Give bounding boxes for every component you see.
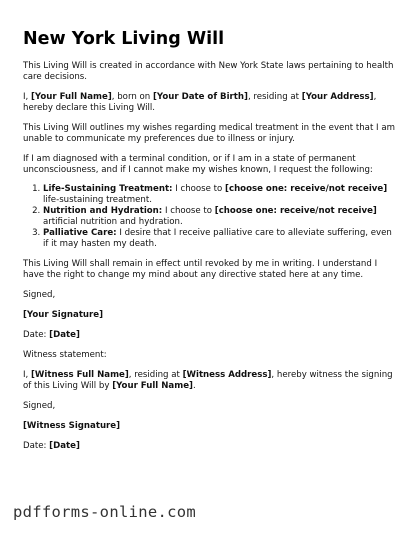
witness-statement-label: Witness statement: — [23, 350, 107, 360]
page-title: New York Living Will — [23, 29, 225, 49]
declarant-name-field: [Your Full Name] — [112, 381, 193, 391]
text-fragment: artificial nutrition and hydration. — [43, 217, 183, 227]
directives-list — [23, 184, 395, 250]
your-signature-field — [23, 310, 395, 321]
text-fragment: , residing at — [247, 92, 302, 102]
text-fragment: , born on — [111, 92, 153, 102]
effect-paragraph: This Living Will shall remain in effect until revoked by me in writing. I understand I have the right to change my mind about any directive stated here at any time. — [23, 259, 378, 280]
address-field: [Your Address] — [301, 92, 374, 102]
witness-paragraph — [23, 370, 395, 392]
footer-watermark: pdfforms-online.com — [13, 503, 197, 521]
choice-field: [choose one: receive/not receive] — [225, 184, 388, 194]
outline-paragraph: This Living Will outlines my wishes regarding medical treatment in the event that I am unable to communicate my preferences due to illness or injury. — [23, 123, 395, 144]
text-fragment: I choose to — [162, 206, 215, 216]
date-line-2 — [23, 441, 395, 452]
signed-label-2: Signed, — [23, 401, 56, 411]
list-item — [43, 184, 395, 206]
choice-field: [choose one: receive/not receive] — [214, 206, 377, 216]
document-body — [23, 29, 395, 461]
text-fragment: life-sustaining treatment. — [43, 195, 152, 205]
signature-placeholder: [Witness Signature] — [23, 421, 121, 431]
date-of-birth-field: [Your Date of Birth] — [152, 92, 248, 102]
list-item — [43, 228, 395, 250]
directive-label: Nutrition and Hydration: — [43, 206, 163, 216]
directive-label: Life-Sustaining Treatment: — [43, 184, 173, 194]
text-fragment: , residing at — [128, 370, 183, 380]
text-fragment: I choose to — [172, 184, 226, 194]
condition-paragraph: If I am diagnosed with a terminal condition, or if I am in a state of permanent unconsciousness, and if I cannot make my wishes known, I request the following: — [23, 154, 373, 175]
date-label: Date: — [23, 441, 50, 451]
intro-paragraph: This Living Will is created in accordance with New York State laws pertaining to health care decisions. — [23, 61, 394, 82]
signed-label: Signed, — [23, 290, 56, 300]
text-fragment: I, — [23, 92, 31, 102]
text-fragment: I, — [23, 370, 31, 380]
declaration-paragraph — [23, 92, 395, 114]
date-line — [23, 330, 395, 341]
date-field: [Date] — [49, 441, 80, 451]
text-fragment: I desire that I receive palliative care to alleviate suffering, even if it may hasten my death. — [43, 228, 392, 249]
witness-signature-field — [23, 421, 395, 432]
directive-label: Palliative Care: — [43, 228, 117, 238]
date-label: Date: — [23, 330, 50, 340]
text-fragment: . — [192, 381, 196, 391]
full-name-field: [Your Full Name] — [31, 92, 112, 102]
text-fragment: , hereby declare this Living Will. — [23, 92, 377, 113]
text-fragment: , hereby witness the signing of this Living Will by — [23, 370, 393, 391]
list-item — [43, 206, 395, 228]
signature-placeholder: [Your Signature] — [23, 310, 104, 320]
witness-name-field: [Witness Full Name] — [31, 370, 129, 380]
date-field: [Date] — [49, 330, 80, 340]
witness-address-field: [Witness Address] — [182, 370, 272, 380]
